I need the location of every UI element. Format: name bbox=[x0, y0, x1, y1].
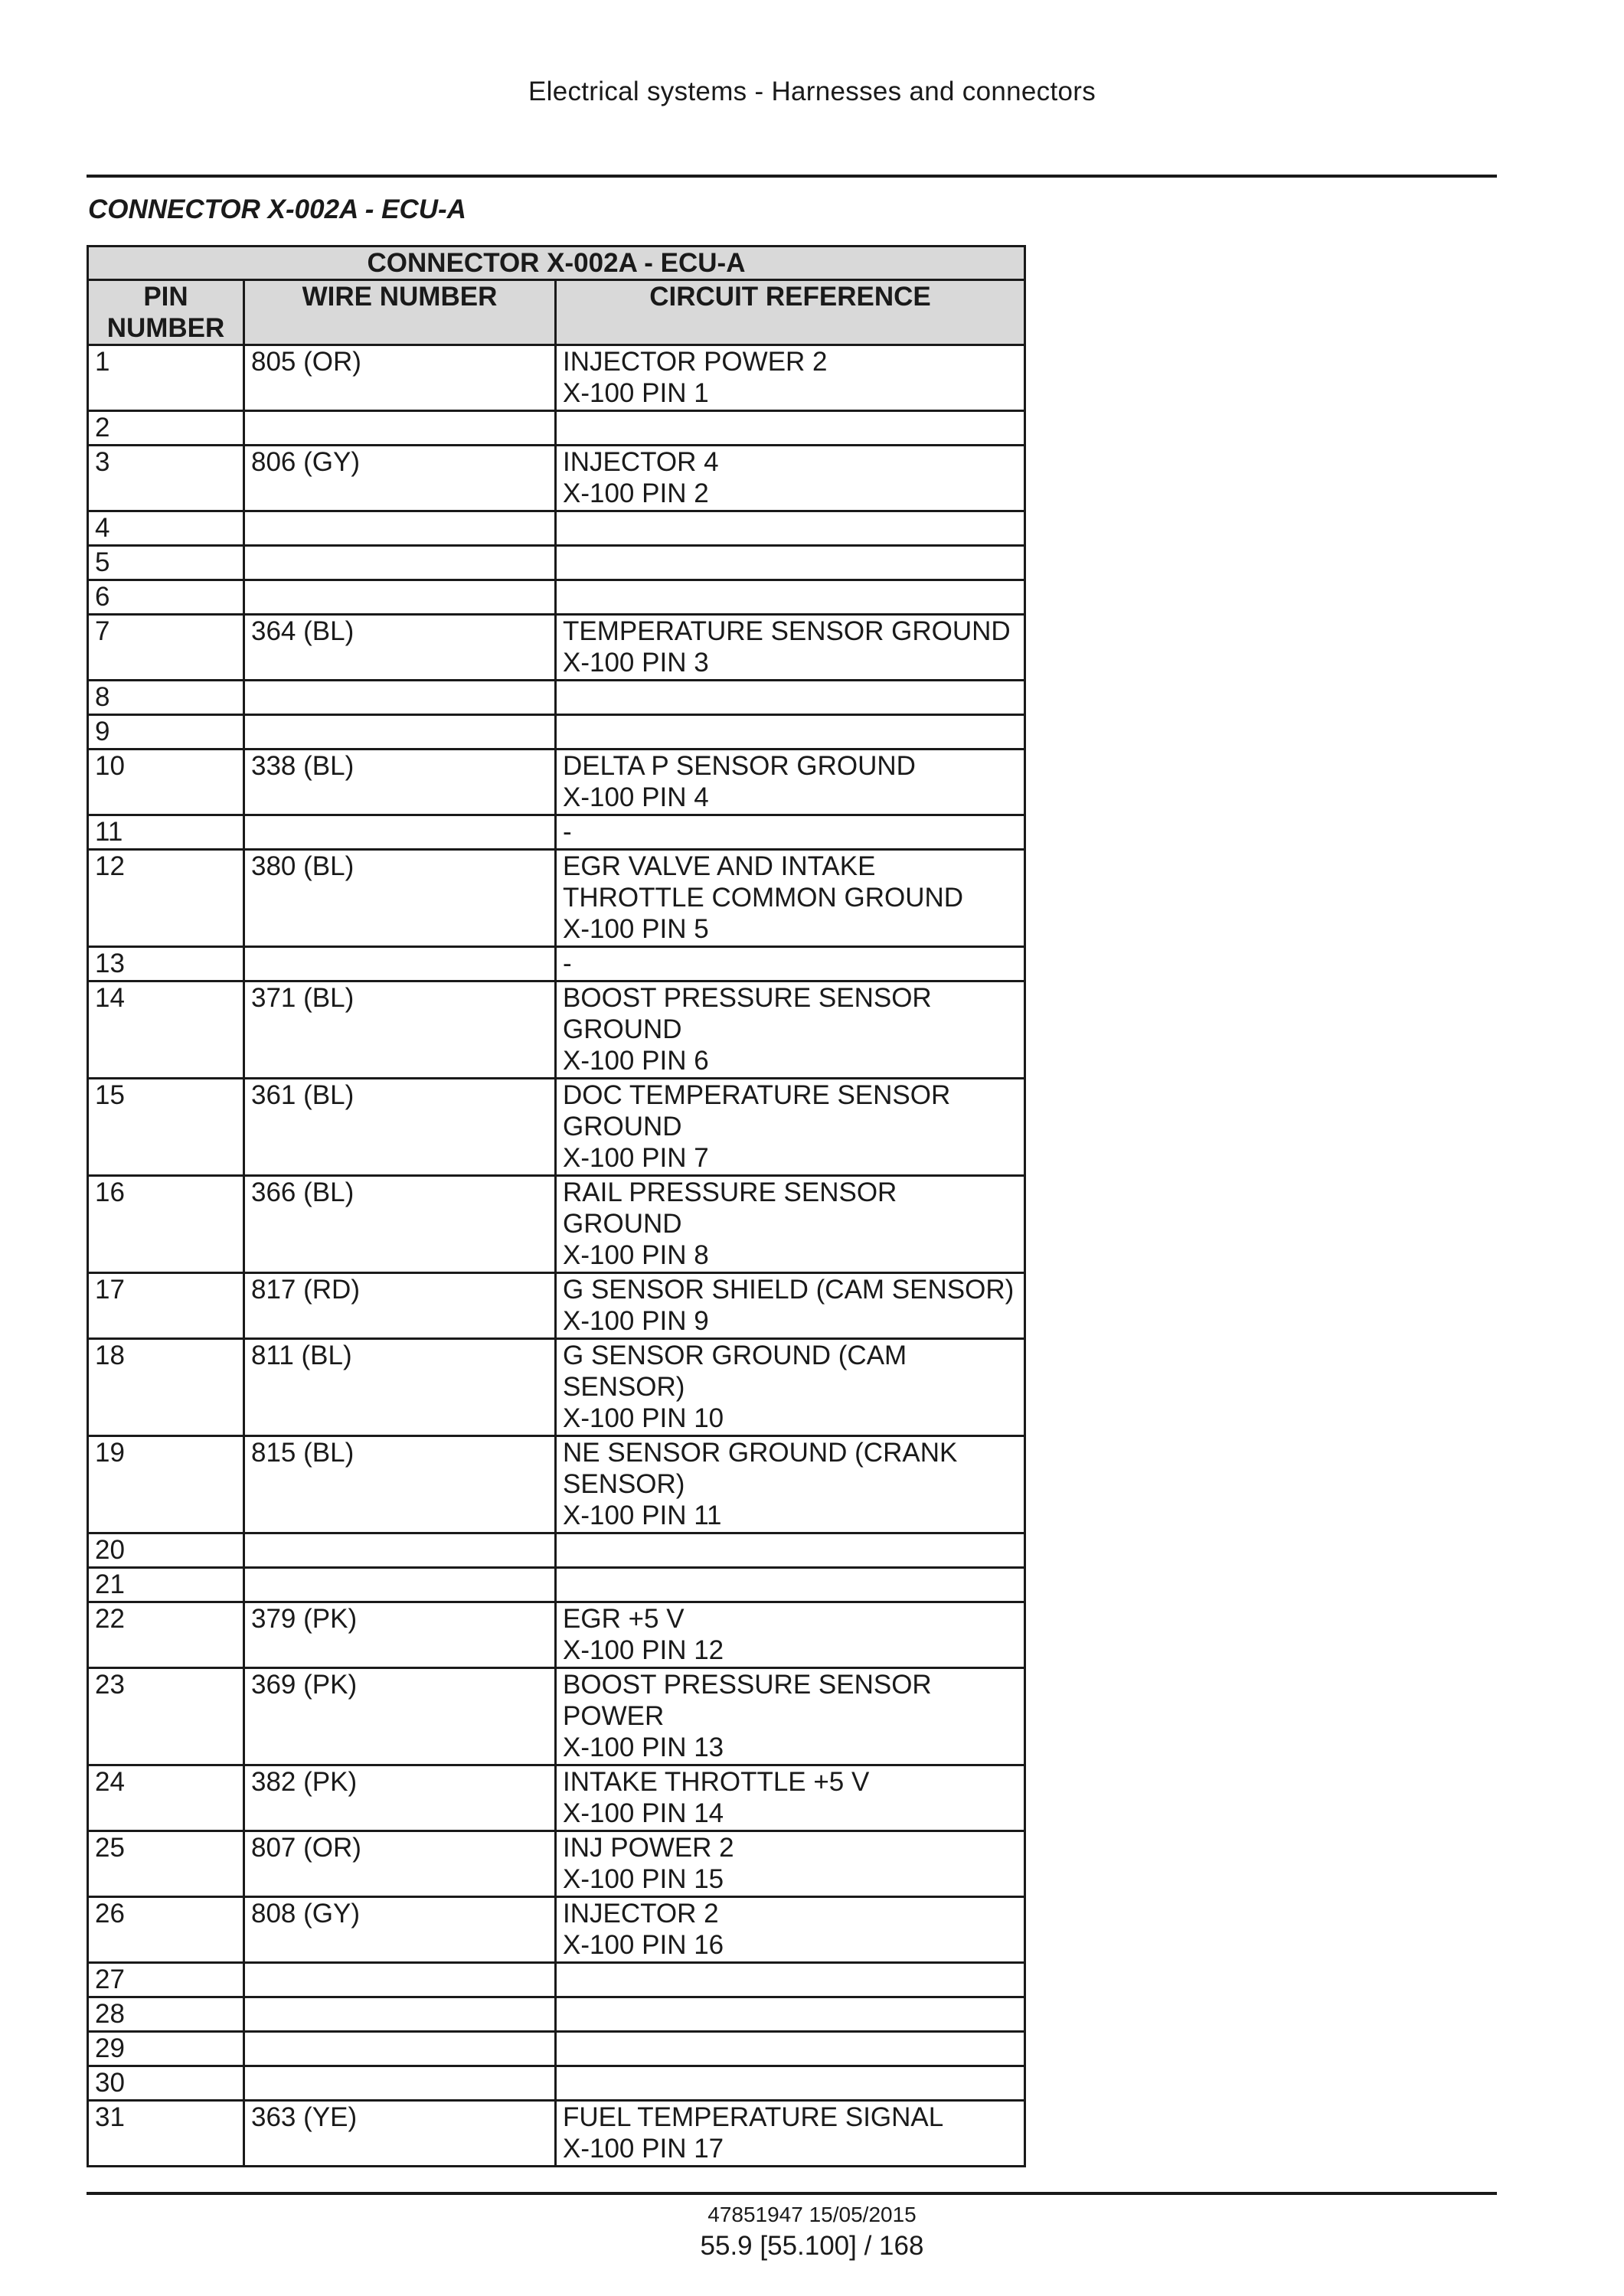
page-number: 55.9 [55.100] / 168 bbox=[700, 2231, 924, 2261]
table-row bbox=[88, 580, 1025, 615]
wire-number-cell: 371 (BL) bbox=[244, 981, 556, 1079]
pin-number-cell: 18 bbox=[88, 1339, 244, 1436]
circuit-reference-cell: INJECTOR 2 X-100 PIN 16 bbox=[556, 1897, 1025, 1963]
wire-number-cell bbox=[244, 580, 556, 615]
table-row bbox=[88, 750, 1025, 815]
circuit-reference-cell: INJ POWER 2 X-100 PIN 15 bbox=[556, 1831, 1025, 1897]
wire-number-cell: 363 (YE) bbox=[244, 2101, 556, 2167]
table-row bbox=[88, 1765, 1025, 1831]
wire-number-cell bbox=[244, 546, 556, 580]
pin-number-cell: 22 bbox=[88, 1602, 244, 1668]
circuit-reference-cell: G SENSOR GROUND (CAM SENSOR) X-100 PIN 10 bbox=[556, 1339, 1025, 1436]
pin-number-cell: 13 bbox=[88, 947, 244, 981]
pin-number-cell: 1 bbox=[88, 345, 244, 411]
table-row bbox=[88, 715, 1025, 750]
circuit-reference-cell: INJECTOR POWER 2 X-100 PIN 1 bbox=[556, 345, 1025, 411]
circuit-reference-cell bbox=[556, 715, 1025, 750]
table-row bbox=[88, 2101, 1025, 2167]
table-row bbox=[88, 345, 1025, 411]
column-header-wire-number: WIRE NUMBER bbox=[244, 280, 556, 345]
table-caption: CONNECTOR X-002A - ECU-A bbox=[88, 247, 1025, 280]
pin-number-cell: 9 bbox=[88, 715, 244, 750]
table-row bbox=[88, 546, 1025, 580]
pin-number-cell: 27 bbox=[88, 1963, 244, 1997]
section-title: CONNECTOR X-002A - ECU-A bbox=[88, 194, 466, 224]
pin-number-cell: 6 bbox=[88, 580, 244, 615]
pin-number-cell: 15 bbox=[88, 1079, 244, 1176]
table-caption-row bbox=[88, 247, 1025, 280]
table-row bbox=[88, 1339, 1025, 1436]
table-row bbox=[88, 446, 1025, 511]
wire-number-cell: 808 (GY) bbox=[244, 1897, 556, 1963]
pin-number-cell: 31 bbox=[88, 2101, 244, 2167]
circuit-reference-cell: DELTA P SENSOR GROUND X-100 PIN 4 bbox=[556, 750, 1025, 815]
pin-number-cell: 7 bbox=[88, 615, 244, 681]
circuit-reference-cell: BOOST PRESSURE SENSOR GROUND X-100 PIN 6 bbox=[556, 981, 1025, 1079]
wire-number-cell bbox=[244, 2032, 556, 2066]
circuit-reference-cell bbox=[556, 2066, 1025, 2101]
wire-number-cell bbox=[244, 815, 556, 850]
wire-number-cell: 805 (OR) bbox=[244, 345, 556, 411]
pin-number-cell: 19 bbox=[88, 1436, 244, 1533]
wire-number-cell bbox=[244, 947, 556, 981]
pin-number-cell: 29 bbox=[88, 2032, 244, 2066]
wire-number-cell bbox=[244, 1997, 556, 2032]
pin-number-cell: 14 bbox=[88, 981, 244, 1079]
wire-number-cell bbox=[244, 1533, 556, 1568]
pin-number-cell: 24 bbox=[88, 1765, 244, 1831]
table-row bbox=[88, 2032, 1025, 2066]
table-row bbox=[88, 850, 1025, 947]
table-row bbox=[88, 947, 1025, 981]
wire-number-cell: 815 (BL) bbox=[244, 1436, 556, 1533]
table-row bbox=[88, 1602, 1025, 1668]
wire-number-cell: 807 (OR) bbox=[244, 1831, 556, 1897]
circuit-reference-cell: - bbox=[556, 947, 1025, 981]
circuit-reference-cell bbox=[556, 1963, 1025, 1997]
table-row bbox=[88, 1568, 1025, 1602]
page-header-title: Electrical systems - Harnesses and connectors bbox=[528, 77, 1096, 106]
footer-divider bbox=[87, 2192, 1497, 2195]
pin-number-cell: 17 bbox=[88, 1273, 244, 1339]
pin-number-cell: 23 bbox=[88, 1668, 244, 1765]
table-row bbox=[88, 511, 1025, 546]
table-row bbox=[88, 1831, 1025, 1897]
circuit-reference-cell: - bbox=[556, 815, 1025, 850]
circuit-reference-cell bbox=[556, 681, 1025, 715]
table-row bbox=[88, 411, 1025, 446]
circuit-reference-cell bbox=[556, 580, 1025, 615]
wire-number-cell bbox=[244, 2066, 556, 2101]
circuit-reference-cell bbox=[556, 2032, 1025, 2066]
circuit-reference-cell: TEMPERATURE SENSOR GROUND X-100 PIN 3 bbox=[556, 615, 1025, 681]
circuit-reference-cell bbox=[556, 411, 1025, 446]
wire-number-cell: 338 (BL) bbox=[244, 750, 556, 815]
table-row bbox=[88, 681, 1025, 715]
pin-number-cell: 20 bbox=[88, 1533, 244, 1568]
wire-number-cell bbox=[244, 681, 556, 715]
wire-number-cell: 361 (BL) bbox=[244, 1079, 556, 1176]
wire-number-cell: 366 (BL) bbox=[244, 1176, 556, 1273]
table-row bbox=[88, 1963, 1025, 1997]
table-row bbox=[88, 1176, 1025, 1273]
circuit-reference-cell bbox=[556, 1997, 1025, 2032]
wire-number-cell: 364 (BL) bbox=[244, 615, 556, 681]
circuit-reference-cell bbox=[556, 511, 1025, 546]
pin-number-cell: 3 bbox=[88, 446, 244, 511]
circuit-reference-cell bbox=[556, 546, 1025, 580]
connector-pin-table bbox=[87, 245, 1026, 2167]
table-row bbox=[88, 1273, 1025, 1339]
wire-number-cell: 369 (PK) bbox=[244, 1668, 556, 1765]
wire-number-cell: 380 (BL) bbox=[244, 850, 556, 947]
wire-number-cell bbox=[244, 411, 556, 446]
wire-number-cell: 806 (GY) bbox=[244, 446, 556, 511]
table-row bbox=[88, 1997, 1025, 2032]
pin-number-cell: 16 bbox=[88, 1176, 244, 1273]
circuit-reference-cell bbox=[556, 1533, 1025, 1568]
table-row bbox=[88, 1668, 1025, 1765]
wire-number-cell bbox=[244, 511, 556, 546]
pin-number-cell: 21 bbox=[88, 1568, 244, 1602]
table-row bbox=[88, 981, 1025, 1079]
table-body bbox=[88, 345, 1025, 2167]
column-header-circuit-reference: CIRCUIT REFERENCE bbox=[556, 280, 1025, 345]
pin-number-cell: 30 bbox=[88, 2066, 244, 2101]
circuit-reference-cell: NE SENSOR GROUND (CRANK SENSOR) X-100 PIN 11 bbox=[556, 1436, 1025, 1533]
circuit-reference-cell: EGR +5 V X-100 PIN 12 bbox=[556, 1602, 1025, 1668]
pin-number-cell: 4 bbox=[88, 511, 244, 546]
circuit-reference-cell: INTAKE THROTTLE +5 V X-100 PIN 14 bbox=[556, 1765, 1025, 1831]
pin-number-cell: 26 bbox=[88, 1897, 244, 1963]
circuit-reference-cell: INJECTOR 4 X-100 PIN 2 bbox=[556, 446, 1025, 511]
table-row bbox=[88, 2066, 1025, 2101]
wire-number-cell: 811 (BL) bbox=[244, 1339, 556, 1436]
pin-number-cell: 10 bbox=[88, 750, 244, 815]
table-row bbox=[88, 1533, 1025, 1568]
circuit-reference-cell: DOC TEMPERATURE SENSOR GROUND X-100 PIN 7 bbox=[556, 1079, 1025, 1176]
circuit-reference-cell: RAIL PRESSURE SENSOR GROUND X-100 PIN 8 bbox=[556, 1176, 1025, 1273]
table-row bbox=[88, 815, 1025, 850]
wire-number-cell: 379 (PK) bbox=[244, 1602, 556, 1668]
pin-number-cell: 11 bbox=[88, 815, 244, 850]
table-row bbox=[88, 615, 1025, 681]
pin-number-cell: 25 bbox=[88, 1831, 244, 1897]
table-header-row bbox=[88, 280, 1025, 345]
table-row bbox=[88, 1897, 1025, 1963]
pin-number-cell: 5 bbox=[88, 546, 244, 580]
document-id: 47851947 15/05/2015 bbox=[707, 2203, 917, 2226]
pin-number-cell: 12 bbox=[88, 850, 244, 947]
circuit-reference-cell: EGR VALVE AND INTAKE THROTTLE COMMON GROUND X-100 PIN 5 bbox=[556, 850, 1025, 947]
wire-number-cell bbox=[244, 1963, 556, 1997]
table-row bbox=[88, 1436, 1025, 1533]
circuit-reference-cell: FUEL TEMPERATURE SIGNAL X-100 PIN 17 bbox=[556, 2101, 1025, 2167]
wire-number-cell bbox=[244, 1568, 556, 1602]
column-header-pin-number: PIN NUMBER bbox=[88, 280, 244, 345]
circuit-reference-cell: G SENSOR SHIELD (CAM SENSOR) X-100 PIN 9 bbox=[556, 1273, 1025, 1339]
pin-number-cell: 28 bbox=[88, 1997, 244, 2032]
header-divider bbox=[87, 175, 1497, 178]
wire-number-cell bbox=[244, 715, 556, 750]
circuit-reference-cell: BOOST PRESSURE SENSOR POWER X-100 PIN 13 bbox=[556, 1668, 1025, 1765]
circuit-reference-cell bbox=[556, 1568, 1025, 1602]
table-row bbox=[88, 1079, 1025, 1176]
pin-number-cell: 2 bbox=[88, 411, 244, 446]
wire-number-cell: 817 (RD) bbox=[244, 1273, 556, 1339]
pin-number-cell: 8 bbox=[88, 681, 244, 715]
wire-number-cell: 382 (PK) bbox=[244, 1765, 556, 1831]
